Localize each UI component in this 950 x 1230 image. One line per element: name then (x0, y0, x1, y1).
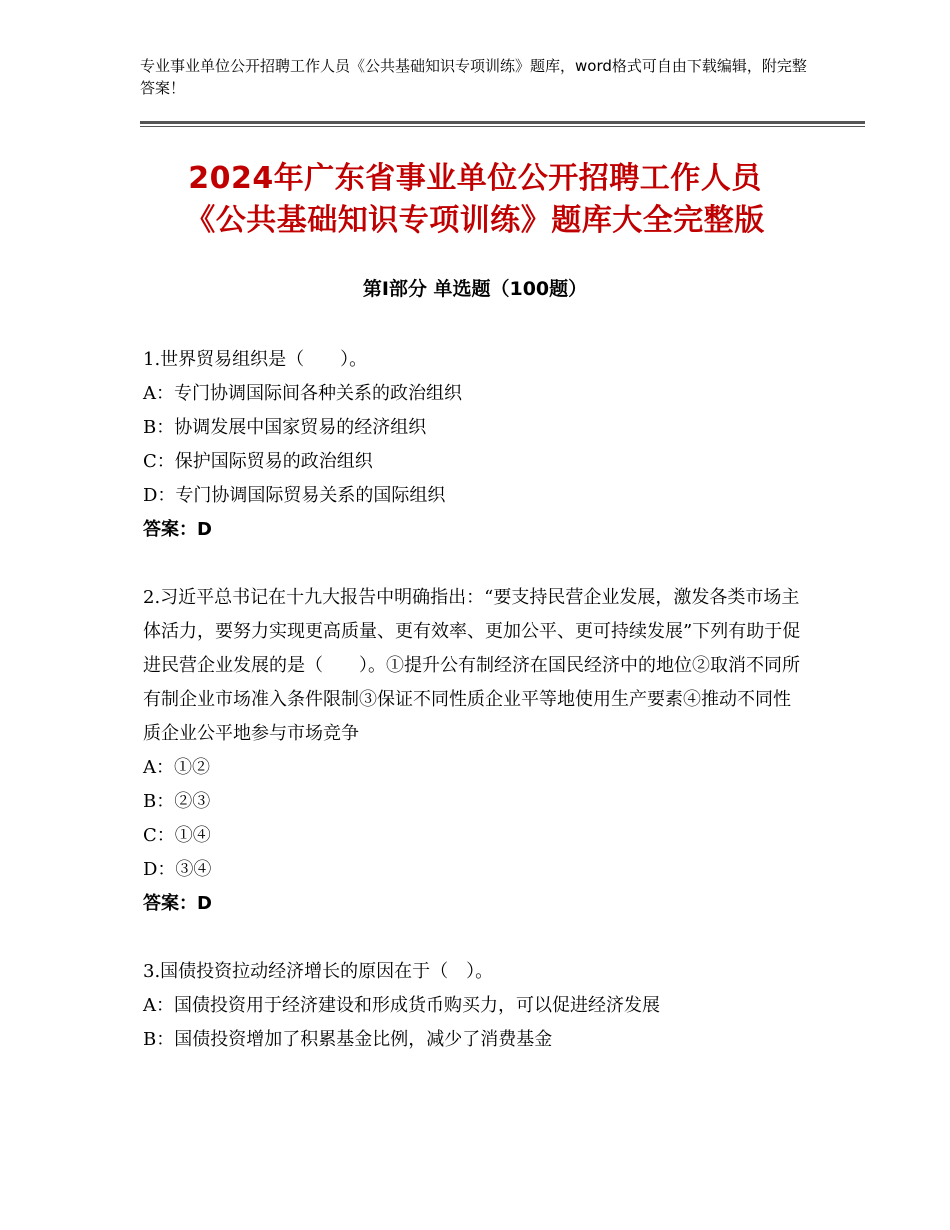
option-a: A：①② (143, 757, 210, 778)
question-stem: 1.世界贸易组织是（ ）。 (143, 349, 368, 370)
part-heading: 第Ⅰ部分 单选题（100题） (362, 278, 588, 300)
question-stem: 3.国债投资拉动经济增长的原因在于（ ）。 (143, 961, 494, 982)
answer: 答案：D (143, 519, 212, 540)
option-b: B：协调发展中国家贸易的经济组织 (143, 417, 427, 438)
title-line-1: 2024年广东省事业单位公开招聘工作人员 (188, 161, 762, 196)
option-b: B：国债投资增加了积累基金比例，减少了消费基金 (143, 1029, 553, 1050)
question-3 (143, 955, 803, 1057)
question-stem: 2.习近平总书记在十九大报告中明确指出：“要支持民营企业发展，激发各类市场主体活力，要努力实现更高质量、更有效率、更加公平、更可持续发展”下列有助于促进民营企业发展的是（ ）。①提升公有制经济在国民经济中的地位②取消不同所有制企业市场准入条件限制③保证不同性质企业平等地使用生产要素④推动不同性质企业公平地参与市场竞争 (143, 587, 801, 744)
answer: 答案：D (143, 893, 212, 914)
header-note: 专业事业单位公开招聘工作人员《公共基础知识专项训练》题库，word格式可自由下载编辑，附完整答案！ (140, 57, 807, 97)
header-rule-thin (140, 126, 865, 127)
document-title (120, 158, 830, 242)
question-2 (143, 581, 803, 921)
option-a: A：国债投资用于经济建设和形成货币购买力，可以促进经济发展 (143, 995, 660, 1016)
question-1 (143, 343, 803, 547)
option-a: A：专门协调国际间各种关系的政治组织 (143, 383, 462, 404)
title-line-2: 《公共基础知识专项训练》题库大全完整版 (185, 203, 765, 238)
option-d: D：③④ (143, 859, 212, 880)
option-d: D：专门协调国际贸易关系的国际组织 (143, 485, 446, 506)
header-rule-thick (140, 121, 865, 124)
option-c: C：①④ (143, 825, 211, 846)
question-list (143, 343, 803, 1091)
option-b: B：②③ (143, 791, 211, 812)
option-c: C：保护国际贸易的政治组织 (143, 451, 373, 472)
